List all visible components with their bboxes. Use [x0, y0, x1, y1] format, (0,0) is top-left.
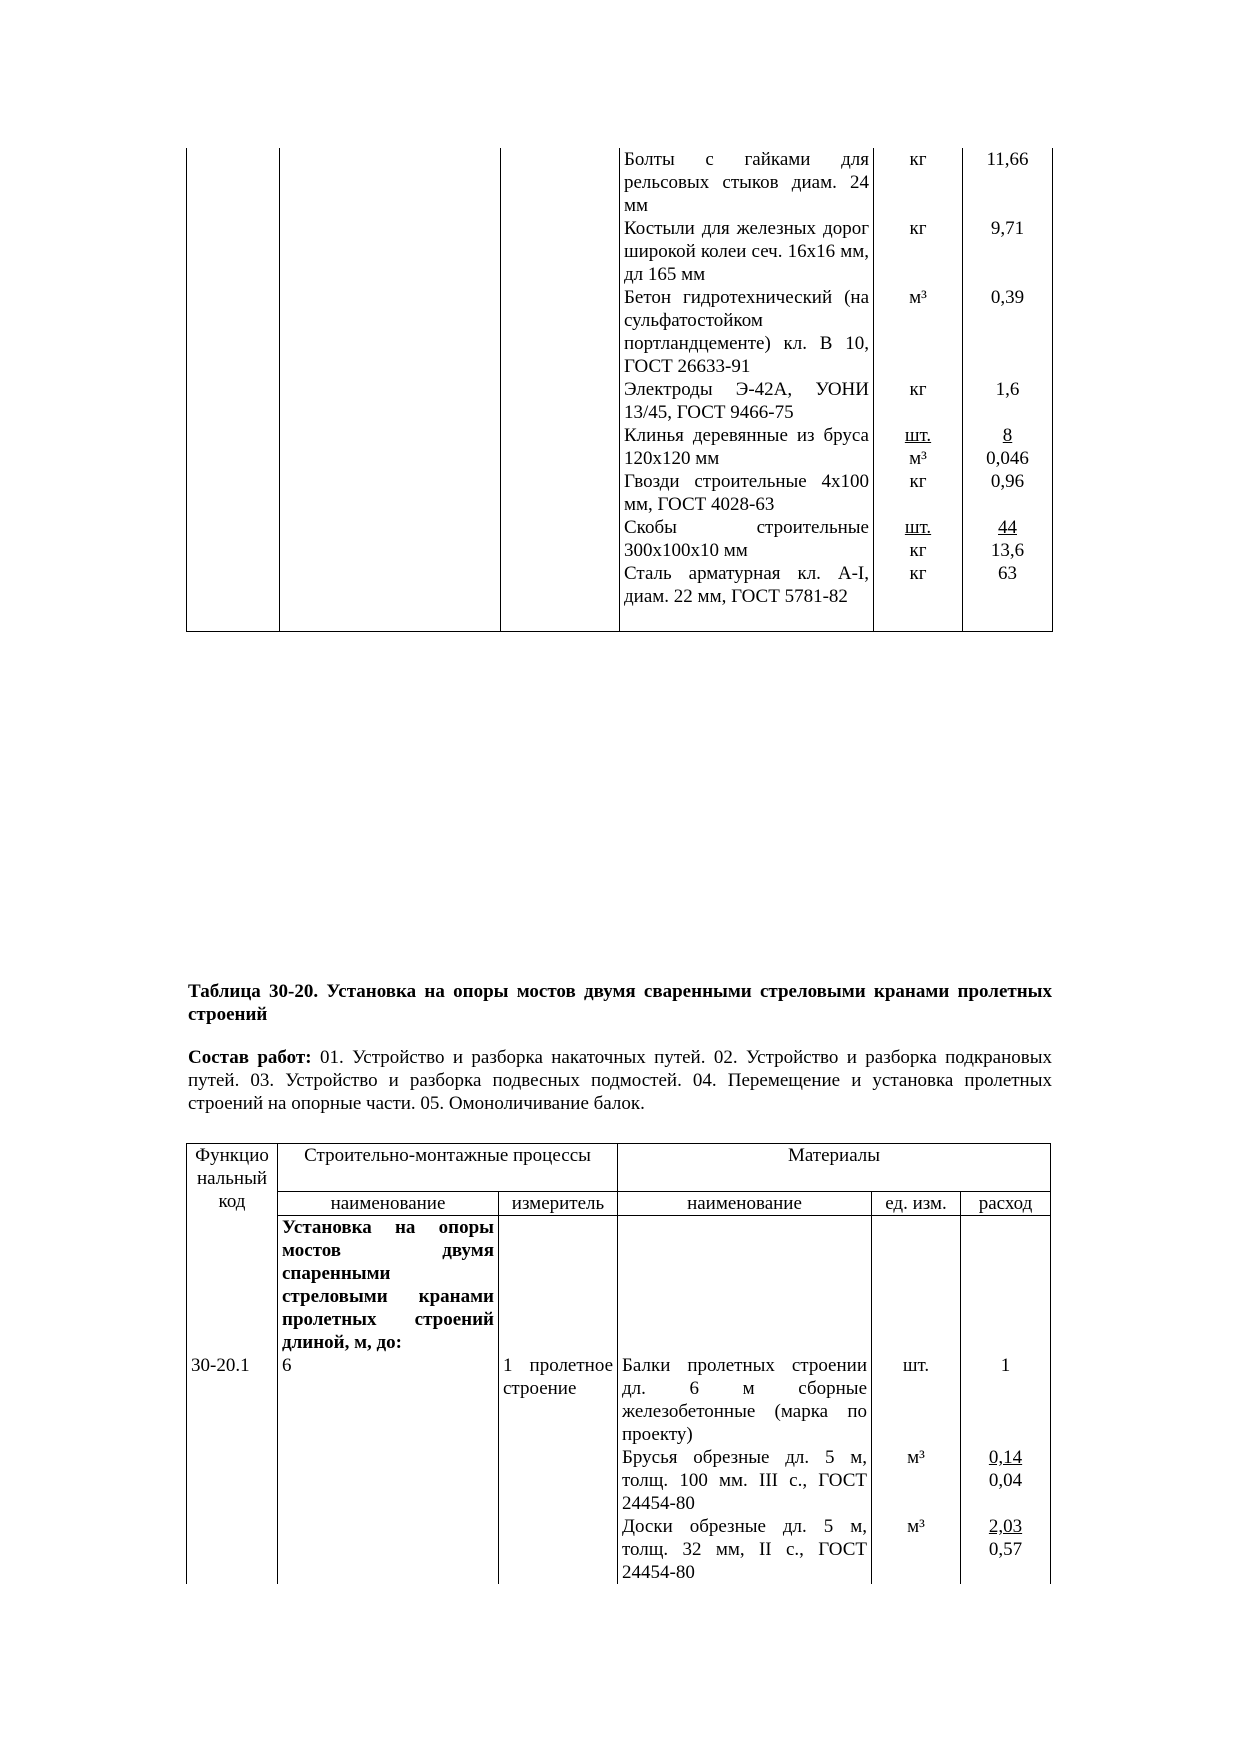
- material-name: Костыли для железных дорог широкой колеи сеч. 16х16 мм, дл 165 мм: [620, 217, 874, 286]
- consumption-cell: 11,66: [963, 148, 1053, 217]
- code-cell: [187, 562, 280, 631]
- material-name: Сталь арматурная кл. А-I, диам. 22 мм, ГОСТ 5781-82: [620, 562, 874, 631]
- header-functional-code: Функцио нальный код: [187, 1144, 278, 1216]
- header-material-name: наименование: [618, 1192, 872, 1216]
- consumption-cell: 0,39: [963, 286, 1053, 378]
- material-name: Болты с гайками для рельсовых стыков диам. 24 мм: [620, 148, 874, 217]
- table-row: [187, 1216, 1051, 1585]
- unit-cell: кг: [874, 148, 963, 217]
- material-name: Клинья деревянные из бруса 120х120 мм: [620, 424, 874, 470]
- material-name: Бетон гидротехнический (на сульфатостойком портландцементе) кл. В 10, ГОСТ 26633-91: [620, 286, 874, 378]
- header-process-name: наименование: [278, 1192, 499, 1216]
- header-row: [187, 1144, 1051, 1192]
- work-composition-text: 01. Устройство и разборка накаточных путей. 02. Устройство и разборка подкрановых путей. 03. Устройство и разборка подвесных подмостей. 04. Перемещение и установка пролетных строений на опорные части. 05. Омоноличивание балок.: [188, 1047, 1052, 1114]
- unit-cell: кг: [874, 470, 963, 516]
- consumption-cell: 44 13,6: [963, 516, 1053, 562]
- table-title: Таблица 30-20. Установка на опоры мостов двумя сваренными стреловыми кранами пролетных строений: [188, 981, 1052, 1025]
- code-cell: [187, 148, 280, 562]
- process-name-cell: [280, 148, 501, 562]
- consumption-cell: 8 0,046: [963, 424, 1053, 470]
- consumption-cell: 0,96: [963, 470, 1053, 516]
- span-length: 6: [282, 1355, 292, 1376]
- work-composition: [188, 1046, 1052, 1115]
- header-processes: Строительно-монтажные процессы: [278, 1144, 618, 1192]
- table-row: [187, 148, 1053, 217]
- material-name: Доски обрезные дл. 5 м, толщ. 32 мм, II с., ГОСТ 24454-80: [622, 1516, 867, 1583]
- unit-cell: шт. м³: [874, 424, 963, 470]
- meter-cell: 1 пролетное строение: [499, 1216, 618, 1585]
- process-name-cell: [278, 1216, 499, 1585]
- material-name: Гвозди строительные 4х100 мм, ГОСТ 4028-63: [620, 470, 874, 516]
- consumption-cell: 1,6: [963, 378, 1053, 424]
- material-name: Скобы строительные 300х100х10 мм: [620, 516, 874, 562]
- table-row: [187, 562, 1053, 631]
- header-row: [187, 1192, 1051, 1216]
- meter-cell: [501, 562, 620, 631]
- unit-cell: м³: [874, 286, 963, 378]
- materials-table-continued: [186, 148, 1053, 632]
- table-30-20: [186, 1143, 1051, 1584]
- material-name: Брусья обрезные дл. 5 м, толщ. 100 мм. III с., ГОСТ 24454-80: [622, 1447, 867, 1514]
- group-title: Установка на опоры мостов двумя спаренными стреловыми кранами пролетных строений длиной, м, до:: [282, 1217, 494, 1353]
- consumption-cell: 63: [963, 562, 1053, 631]
- header-materials: Материалы: [618, 1144, 1051, 1192]
- header-meter: измеритель: [499, 1192, 618, 1216]
- material-name: Балки пролетных строении дл. 6 м сборные железобетонные (марка по проекту): [622, 1355, 867, 1445]
- material-name: Электроды Э-42А, УОНИ 13/45, ГОСТ 9466-75: [620, 378, 874, 424]
- unit-cell: шт. м³ м³: [872, 1216, 961, 1585]
- work-composition-label: Состав работ:: [188, 1047, 312, 1068]
- unit-cell: кг: [874, 378, 963, 424]
- consumption-cell: 9,71: [963, 217, 1053, 286]
- unit-cell: кг: [874, 217, 963, 286]
- code-cell: 30-20.1: [187, 1216, 278, 1585]
- process-name-cell: [280, 562, 501, 631]
- meter-cell: [501, 148, 620, 562]
- unit-cell: шт. кг: [874, 516, 963, 562]
- consumption-cell: 1 0,14 0,04 2,03 0,57: [961, 1216, 1051, 1585]
- unit-cell: кг: [874, 562, 963, 631]
- material-names-cell: [618, 1216, 872, 1585]
- header-unit: ед. изм.: [872, 1192, 961, 1216]
- header-consumption: расход: [961, 1192, 1051, 1216]
